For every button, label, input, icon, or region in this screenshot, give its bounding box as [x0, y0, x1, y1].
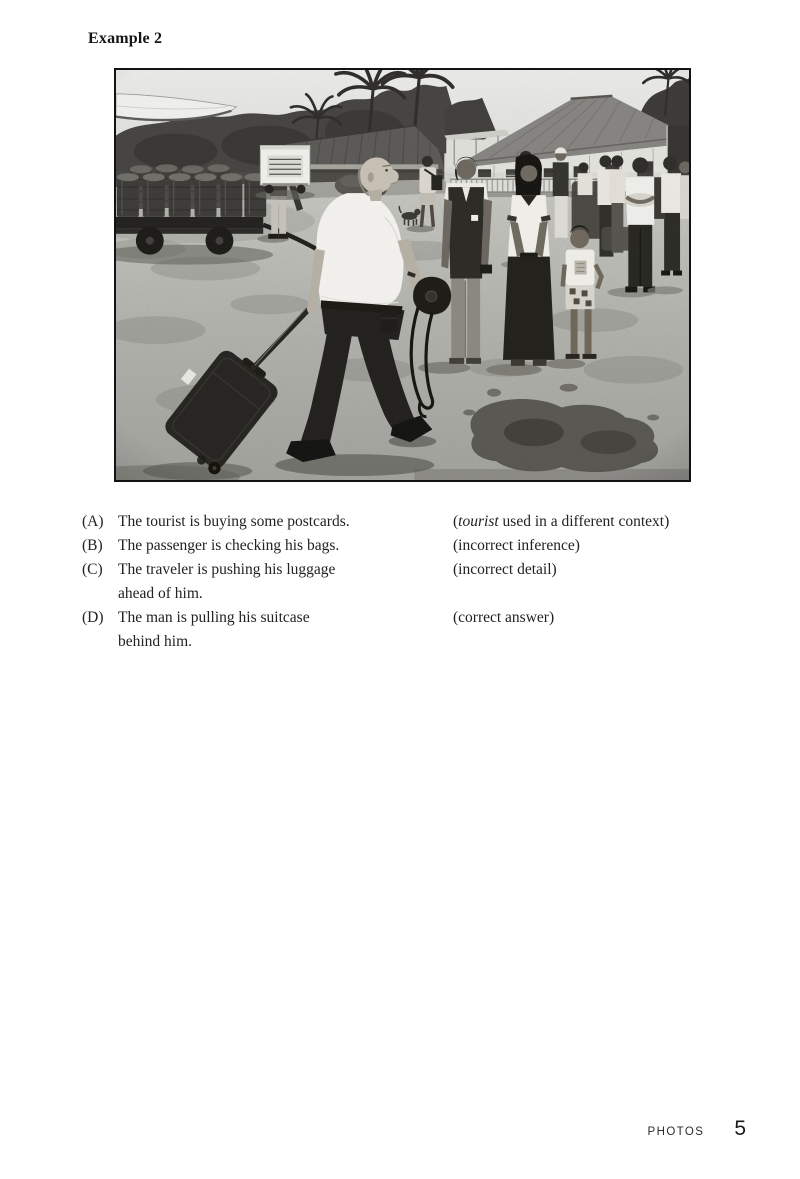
option-row-b — [82, 534, 747, 558]
option-letter: (A) — [82, 513, 104, 530]
photo-illustration — [116, 70, 689, 480]
vignette — [116, 70, 689, 480]
page-footer — [648, 1117, 746, 1141]
option-row-c — [82, 558, 747, 606]
example-heading: Example 2 — [88, 30, 163, 47]
option-line-1: The passenger is checking his bags. — [118, 537, 340, 554]
option-note: (incorrect detail) — [453, 561, 557, 578]
option-line-2: ahead of him. — [118, 585, 203, 602]
answer-options — [82, 510, 747, 654]
option-note: (tourist used in a different context) — [453, 513, 670, 530]
option-note: (correct answer) — [453, 609, 555, 626]
option-letter: (D) — [82, 609, 104, 626]
option-row-d — [82, 606, 747, 654]
option-text — [118, 534, 453, 558]
option-letter: (C) — [82, 561, 103, 578]
option-text — [118, 510, 453, 534]
option-letter: (B) — [82, 537, 103, 554]
page-number: 5 — [734, 1117, 746, 1140]
option-line-1: The traveler is pushing his luggage — [118, 561, 336, 578]
option-row-a — [82, 510, 747, 534]
example-photo — [114, 68, 691, 482]
option-line-1: The man is pulling his suitcase — [118, 609, 310, 626]
option-line-1: The tourist is buying some postcards. — [118, 513, 350, 530]
option-text — [118, 606, 453, 654]
option-line-2: behind him. — [118, 633, 193, 650]
section-label: PHOTOS — [647, 1126, 705, 1138]
option-text — [118, 558, 453, 606]
option-note: (incorrect inference) — [453, 537, 580, 554]
